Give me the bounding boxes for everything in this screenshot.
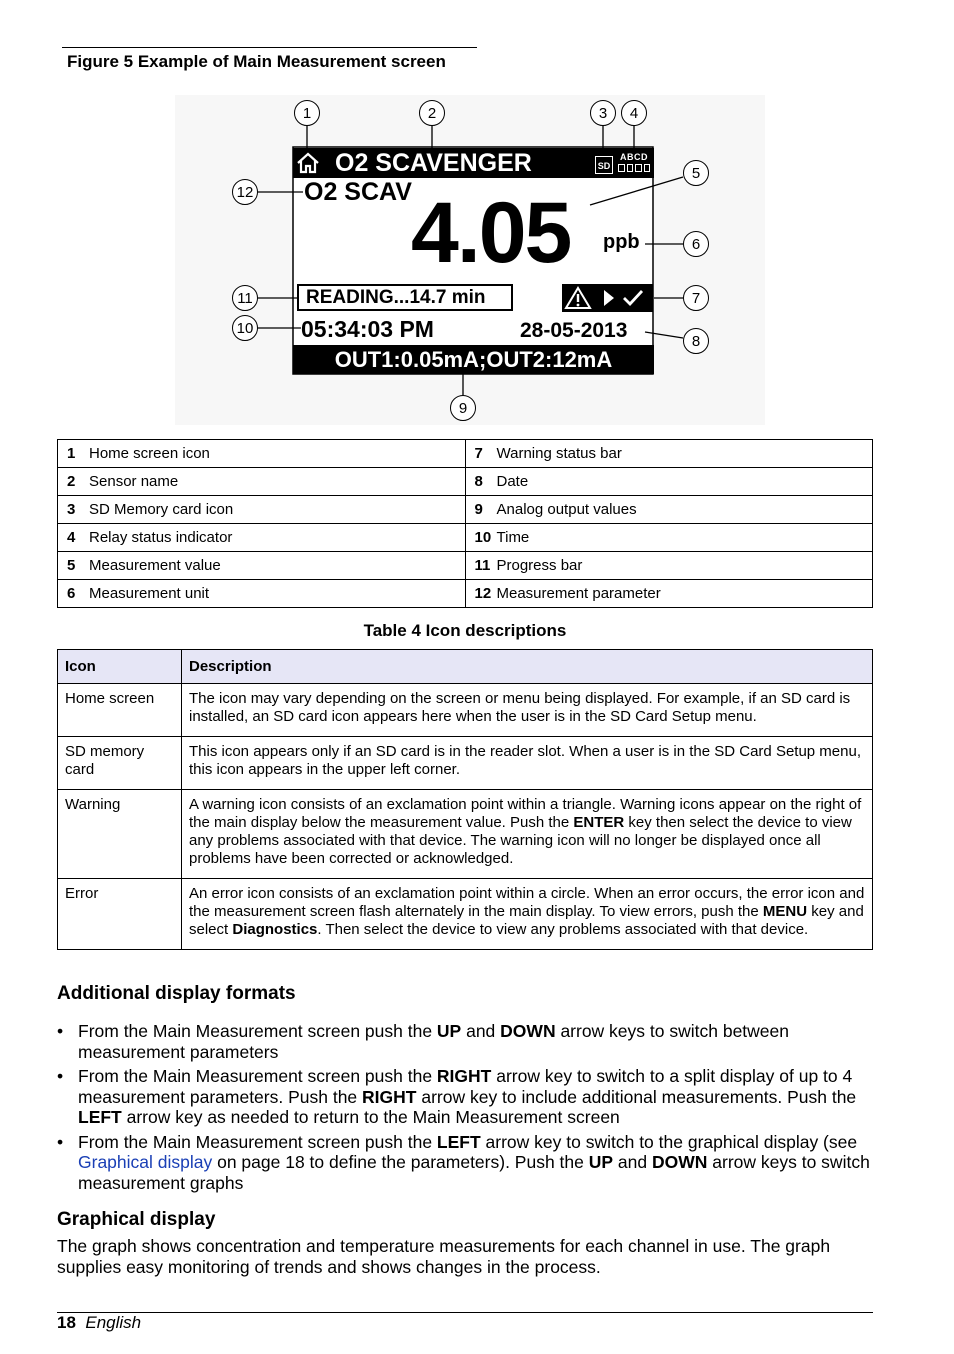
legend-number: 6 [67, 585, 76, 602]
icon-name-cell: Warning [58, 790, 182, 879]
sensor-name: O2 SCAVENGER [335, 149, 532, 177]
legend-row [58, 496, 873, 524]
legend-label: Relay status indicator [89, 529, 233, 546]
callout-4: 4 [621, 100, 647, 126]
analog-output-bar: OUT1:0.05mA;OUT2:12mA [293, 345, 654, 374]
section-heading-graphical-display: Graphical display [57, 1209, 216, 1230]
legend-row [58, 468, 873, 496]
key-name: UP [588, 1152, 614, 1172]
legend-number: 10 [474, 529, 492, 546]
date: 28-05-2013 [520, 319, 628, 342]
warning-icon [562, 284, 653, 312]
icon-name-cell: Home screen [58, 684, 182, 737]
callout-8: 8 [683, 328, 709, 354]
figure-top-rule [62, 47, 477, 48]
legend-cell [58, 524, 466, 552]
description-cell [182, 684, 873, 737]
table-row [58, 790, 873, 879]
text-run: An error icon consists of an exclamation point within a circle. When an error occurs, the error icon and the measurement screen flash alternately in the main display. To view errors, push the [189, 885, 865, 920]
home-icon [296, 151, 320, 175]
header-description: Description [182, 650, 873, 684]
table-row [58, 737, 873, 790]
callout-7: 7 [683, 285, 709, 311]
legend-label: Date [496, 473, 529, 490]
legend-cell [58, 496, 466, 524]
page-number: 18 [57, 1313, 76, 1332]
legend-number: 12 [474, 585, 492, 602]
callout-9: 9 [450, 395, 476, 421]
legend-label: SD Memory card icon [89, 501, 234, 518]
key-name: UP [436, 1021, 462, 1041]
callout-11: 11 [232, 285, 258, 311]
legend-row [58, 440, 873, 468]
table-row [58, 879, 873, 950]
time: 05:34:03 PM [301, 316, 434, 342]
icon-name-cell: SD memory card [58, 737, 182, 790]
key-name: Diagnostics [232, 921, 318, 938]
description-cell [182, 879, 873, 950]
header-icon: Icon [58, 650, 182, 684]
legend-label: Measurement value [89, 557, 221, 574]
text-run: This icon appears only if an SD card is in the reader slot. When a user is in the SD Card Setup menu, this icon appears in the upper left corner. [189, 743, 861, 778]
legend-cell [58, 580, 466, 608]
key-name: LEFT [78, 1107, 122, 1127]
legend-number: 1 [67, 445, 76, 462]
text-run: From the Main Measurement screen push the [78, 1021, 437, 1041]
relay-boxes [618, 164, 650, 172]
legend-label: Time [496, 529, 530, 546]
legend-number: 5 [67, 557, 76, 574]
legend-cell [465, 496, 873, 524]
callout-2: 2 [419, 100, 445, 126]
callout-5: 5 [683, 160, 709, 186]
text-run: key and select [189, 903, 864, 938]
measurement-unit: ppb [603, 231, 640, 253]
legend-row [58, 552, 873, 580]
text-run: and [461, 1021, 501, 1041]
text-run: arrow key to switch to a split display of up to 4 measurement parameters. Push the [78, 1066, 853, 1107]
legend-label: Analog output values [496, 501, 637, 518]
table-row [58, 684, 873, 737]
progress-bar: READING...14.7 min [297, 284, 513, 311]
legend-row [58, 580, 873, 608]
legend-number: 7 [474, 445, 483, 462]
legend-number: 8 [474, 473, 483, 490]
legend-label: Measurement parameter [496, 585, 661, 602]
list-item [57, 1132, 877, 1194]
text-run: A warning icon consists of an exclamation point within a triangle. Warning icons appear on the right of the main display below the measurement value. Push the [189, 796, 862, 831]
icon-name-cell: Error [58, 879, 182, 950]
legend-cell [465, 440, 873, 468]
text-run: From the Main Measurement screen push the [78, 1066, 437, 1086]
measurement-parameter: O2 SCAV [304, 178, 412, 206]
table4-caption: Table 4 Icon descriptions [363, 621, 567, 640]
legend-number: 11 [474, 557, 491, 574]
legend-label: Measurement unit [89, 585, 210, 602]
callout-1: 1 [294, 100, 320, 126]
legend-label: Progress bar [496, 557, 583, 574]
text-run: arrow key to include additional measurements. Push the [416, 1086, 857, 1107]
measurement-value: 4.05 [411, 185, 571, 281]
footer-language: English [85, 1313, 142, 1332]
legend-cell [465, 580, 873, 608]
section-heading-additional-display: Additional display formats [57, 983, 296, 1004]
legend-number: 4 [67, 529, 76, 546]
callout-10: 10 [232, 315, 258, 341]
relay-labels: ABCD [620, 152, 648, 162]
graphical-display-paragraph: The graph shows concentration and temperature measurements for each channel in use. The graph supplies easy monitoring of trends and shows changes in the process. [57, 1236, 831, 1277]
list-item [57, 1021, 877, 1062]
additional-display-list [57, 1021, 877, 1197]
text-run: on page 18 to define the parameters). Push the [212, 1152, 589, 1172]
legend-cell [58, 468, 466, 496]
footer-rule [57, 1312, 873, 1313]
legend-cell [58, 440, 466, 468]
cross-reference-link[interactable]: Graphical display [78, 1152, 213, 1172]
legend-number: 3 [67, 501, 76, 518]
legend-row [58, 524, 873, 552]
legend-label: Warning status bar [496, 445, 622, 462]
figure-caption: Figure 5 Example of Main Measurement screen [67, 52, 446, 71]
table-header-row [58, 650, 873, 684]
key-name: MENU [762, 903, 808, 920]
legend-cell [465, 468, 873, 496]
description-cell [182, 737, 873, 790]
key-name: DOWN [500, 1021, 556, 1041]
callout-12: 12 [232, 179, 258, 205]
legend-label: Sensor name [89, 473, 179, 490]
description-cell [182, 790, 873, 879]
relay-status-icon [618, 152, 650, 174]
legend-cell [465, 552, 873, 580]
legend-number: 2 [67, 473, 76, 490]
legend-cell [58, 552, 466, 580]
warning-status-bar [562, 284, 653, 312]
callout-6: 6 [683, 231, 709, 257]
text-run: key then select the device to view any problems associated with that device. The warning icon will no longer be displayed once all problems have been corrected or acknowledged. [189, 814, 852, 867]
key-name: RIGHT [362, 1086, 417, 1107]
legend-number: 9 [474, 501, 483, 518]
text-run: From the Main Measurement screen push the [78, 1131, 437, 1152]
text-run: arrow keys to switch measurement graphs [78, 1152, 870, 1193]
text-run: arrow key to switch to the graphical display (see [480, 1131, 858, 1152]
text-run: arrow key as needed to return to the Main Measurement screen [121, 1107, 620, 1127]
legend-label: Home screen icon [89, 445, 210, 462]
sd-card-icon: SD [595, 156, 613, 174]
key-name: DOWN [651, 1152, 708, 1172]
callout-legend-table [57, 439, 873, 608]
main-measurement-figure [175, 95, 765, 425]
text-run: . Then select the device to view any problems associated with that device. [317, 921, 809, 938]
key-name: RIGHT [436, 1066, 492, 1086]
text-run: arrow keys to switch between measurement parameters [78, 1021, 790, 1062]
list-item [57, 1066, 877, 1128]
text-run: The icon may vary depending on the screen or menu being displayed. For example, if an SD card is installed, an SD card icon appears here when the user is in the SD Card Setup menu. [189, 690, 851, 725]
icon-descriptions-table [57, 649, 873, 950]
key-name: LEFT [436, 1131, 481, 1152]
callout-3: 3 [590, 100, 616, 126]
key-name: ENTER [573, 814, 625, 831]
text-run: and [613, 1152, 652, 1172]
footer [57, 1313, 141, 1333]
legend-cell [465, 524, 873, 552]
